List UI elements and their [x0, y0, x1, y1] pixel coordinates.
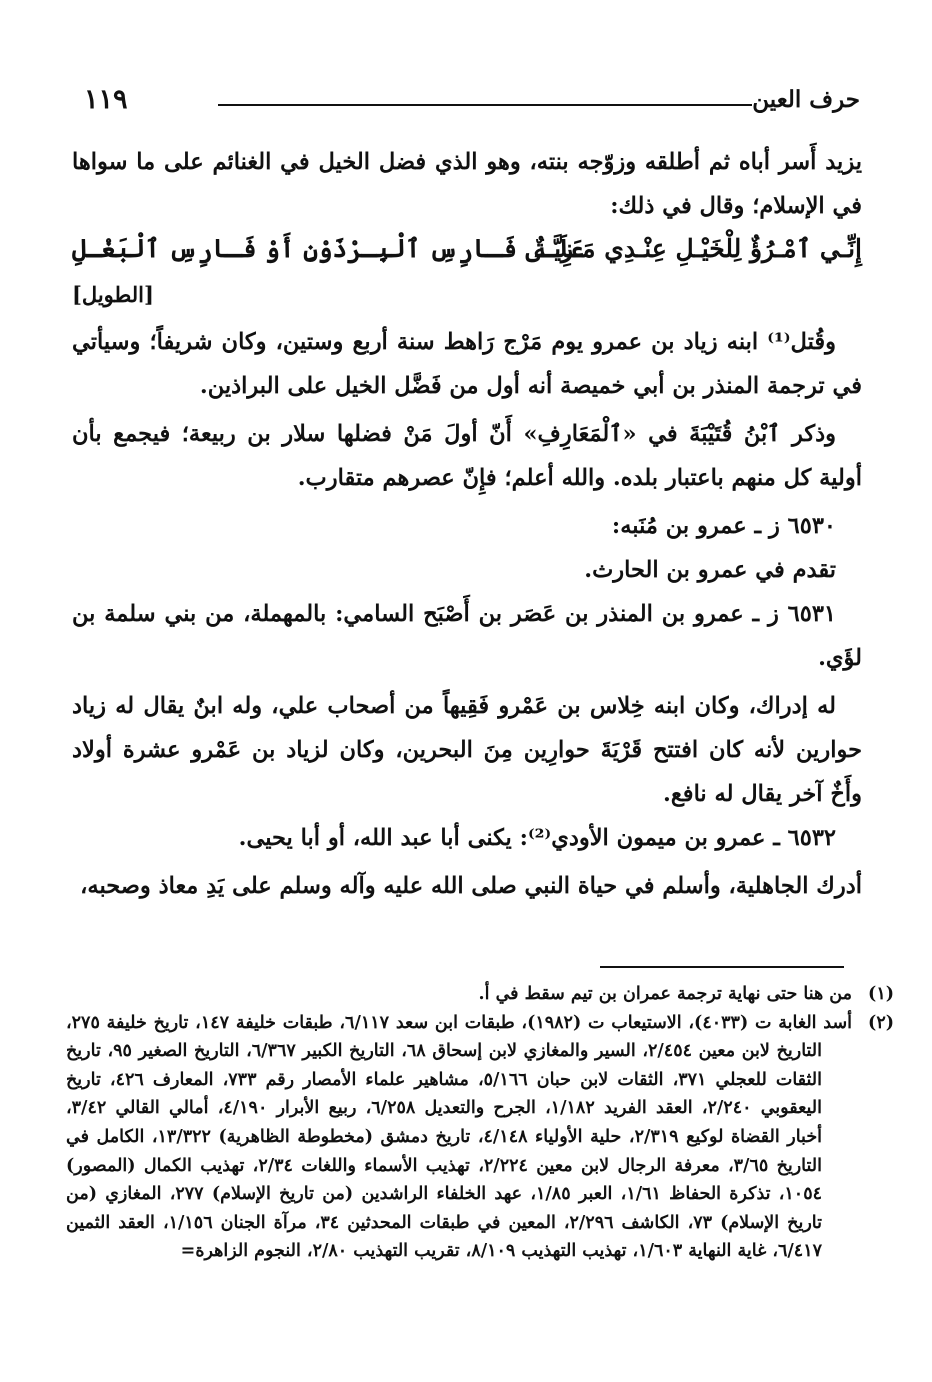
running-title: حرف العين — [752, 86, 860, 113]
footnote-2-text: أسد الغابة ت (٤٠٣٣)، الاستيعاب ت (١٩٨٢)، طبقات ابن سعد ٦/١١٧، طبقات خليفة ١٤٧، تاريخ خليفة ٢٧٥، التاريخ لابن معين ٢/٤٥٤، السير والمغازي لابن إسحاق ٦٨، التاريخ الكبير ٦/٣٦٧، التاريخ الصغير ٩٥، تاريخ الثقات للعجلي ٣٧١، الثقات لابن حبان ٥/١٦٦، مشاهير علماء الأمصار رقم ٧٣٣، المعارف ٤٢٦، تاريخ اليعقوبي ٢/٢٤٠، العقد الفريد ١/١٨٢، الجرح والتعديل ٦/٢٥٨، ربيع الأبرار ٤/١٩٠، أمالي القالي ٣/٤٢، أخبار القضاة لوكيع ٢/٣١٩، حلية الأولياء ٤/١٤٨، تاريخ دمشق (مخطوطة الظاهرية) ١٣/٣٢٢، الكامل في التاريخ ٣/٦٥، معرفة الرجال لابن معين ٢/٢٢٤، تهذيب الأسماء واللغات ٢/٣٤، تهذيب الكمال (المصور) ١٠٥٤، تذكرة الحفاظ ١/٦١، العبر ١/٨٥، عهد الخلفاء الراشدين (من تاريخ الإسلام) ٢٧٧، المغازي (من تاريخ الإسلام) ٧٣، الكاشف ٢/٢٩٦، المعين في طبقات المحدثين ٣٤، مرآة الجنان ١/١٥٦، العقد الثمين ٦/٤١٧، غاية النهاية ١/٦٠٣، تهذيب التهذيب ٨/١٠٩، تقريب التهذيب ٢/٨٠، النجوم الزاهرة= — [66, 1012, 853, 1262]
footnote-1-text: من هنا حتى نهاية ترجمة عمران بن تيم سقط في أ. — [478, 984, 852, 1004]
entry-6530-text: تقدم في عمرو بن الحارث. — [584, 557, 836, 583]
paragraph-khilas: له إدراك، وكان ابنه خِلاس بن عَمْرو فَقِيهاً من أصحاب علي، وله ابنٌ يقال له زياد حوارين لأنه كان افتتح قَرْيَةَ حوارِين مِنَ البحرين، وكان لزياد بن عَمْرو عشرة أولاد وأَخٌ آخر يقال له نافع. — [72, 693, 862, 807]
poem-verse — [72, 232, 862, 288]
entry-6531 — [72, 592, 862, 680]
footnote-1: (١)من هنا حتى نهاية ترجمة عمران بن تيم سقط في أ. — [478, 984, 894, 1004]
paragraph-jahiliyya: أدرك الجاهلية، وأسلم في حياة النبي صلى الله عليه وآله وسلم على يَدِ معاذ وصحبه، — [80, 873, 862, 899]
paragraph-ziyad: وقُتل⁽¹⁾ ابنه زياد بن عمرو يوم مَرْج رَاهط سنة أربع وستين، وكان شريفاً؛ وسيأتي في ترجمة المنذر بن أبي خميصة أنه أول من فَضَّل الخيل على البراذين. — [72, 329, 862, 399]
verse-first-hemistich: إِنِّـي ٱمْـرُؤٌ لِلْخَيْـلِ عِنْـدِي مَـزِيَّـةٌ — [533, 234, 862, 263]
paragraph-ibn-qutayba: وذكر ٱبْنُ قُتَيْبَةَ في «ٱلْمَعَارِفِ» أَنّ أولَ مَنْ فضلها سلار بن ربيعة؛ فيجمع بأن أولية كل منهم باعتبار بلده. والله أعلم؛ فإِنّ عصرهم متقارب. — [72, 421, 862, 491]
verse-second-hemistich: عَلَـى فَـارِسِ ٱلْبِـرْذَوْنِ أَوْ فَـارِسِ ٱلْبَغْـلِ — [72, 234, 585, 263]
page-header — [70, 84, 860, 118]
footnotes — [66, 980, 895, 1266]
entry-6532-heading: ٦٥٣٢ ـ عمرو بن ميمون الأودي⁽²⁾: — [519, 825, 836, 851]
footnote-2: (٢)أسد الغابة ت (٤٠٣٣)، الاستيعاب ت (١٩٨٢)، طبقات ابن سعد ٦/١١٧، طبقات خليفة ١٤٧، تاريخ خليفة ٢٧٥، التاريخ لابن معين ٢/٤٥٤، السير والمغازي لابن إسحاق ٦٨، التاريخ الكبير ٦/٣٦٧، التاريخ الصغير ٩٥، تاريخ الثقات للعجلي ٣٧١، الثقات لابن حبان ٥/١٦٦، مشاهير علماء الأمصار رقم ٧٣٣، المعارف ٤٢٦، تاريخ اليعقوبي ٢/٢٤٠، العقد الفريد ١/١٨٢، الجرح والتعديل ٦/٢٥٨، ربيع الأبرار ٤/١٩٠، أمالي القالي ٣/٤٢، أخبار القضاة لوكيع ٢/٣١٩، حلية الأولياء ٤/١٤٨، تاريخ دمشق (مخطوطة الظاهرية) ١٣/٣٢٢، الكامل في التاريخ ٣/٦٥، معرفة الرجال لابن معين ٢/٢٢٤، تهذيب الأسماء واللغات ٢/٣٤، تهذيب الكمال (المصور) ١٠٥٤، تذكرة الحفاظ ١/٦١، العبر ١/٨٥، عهد الخلفاء الراشدين (من تاريخ الإسلام) ٢٧٧، المغازي (من تاريخ الإسلام) ٧٣، الكاشف ٢/٢٩٦، المعين في طبقات المحدثين ٣٤، مرآة الجنان ١/١٥٦، العقد الثمين ٦/٤١٧، غاية النهاية ١/٦٠٣، تهذيب التهذيب ٨/١٠٩، تقريب التهذيب ٢/٨٠، النجوم الزاهرة= — [66, 1012, 895, 1262]
main-text — [72, 140, 862, 908]
entry-6532-text: يكنى أبا عبد الله، أو أبا يحيى. — [238, 825, 512, 851]
entry-6530-heading: ٦٥٣٠ ز ـ عمرو بن مُنَبه: — [611, 513, 836, 539]
header-rule — [218, 104, 752, 106]
page-number: ١١٩ — [84, 84, 128, 115]
paragraph-intro: يزيد أَسر أباه ثم أطلقه وزوّجه بنته، وهو الذي فضل الخيل في الغنائم على ما سواها في الإسلام؛ وقال في ذلك: — [72, 149, 862, 219]
entry-6531-text: بالمهملة، من بني سلمة بن لؤَي. — [72, 601, 862, 671]
poetic-meter: [الطويل] — [72, 282, 154, 307]
footnote-separator — [600, 966, 844, 968]
entry-6532 — [72, 816, 862, 860]
entry-6531-heading: ٦٥٣١ ز ـ عمرو بن المنذر بن عَصَر بن أَصْبَح السامي: — [335, 601, 837, 627]
entry-6530 — [72, 504, 862, 548]
